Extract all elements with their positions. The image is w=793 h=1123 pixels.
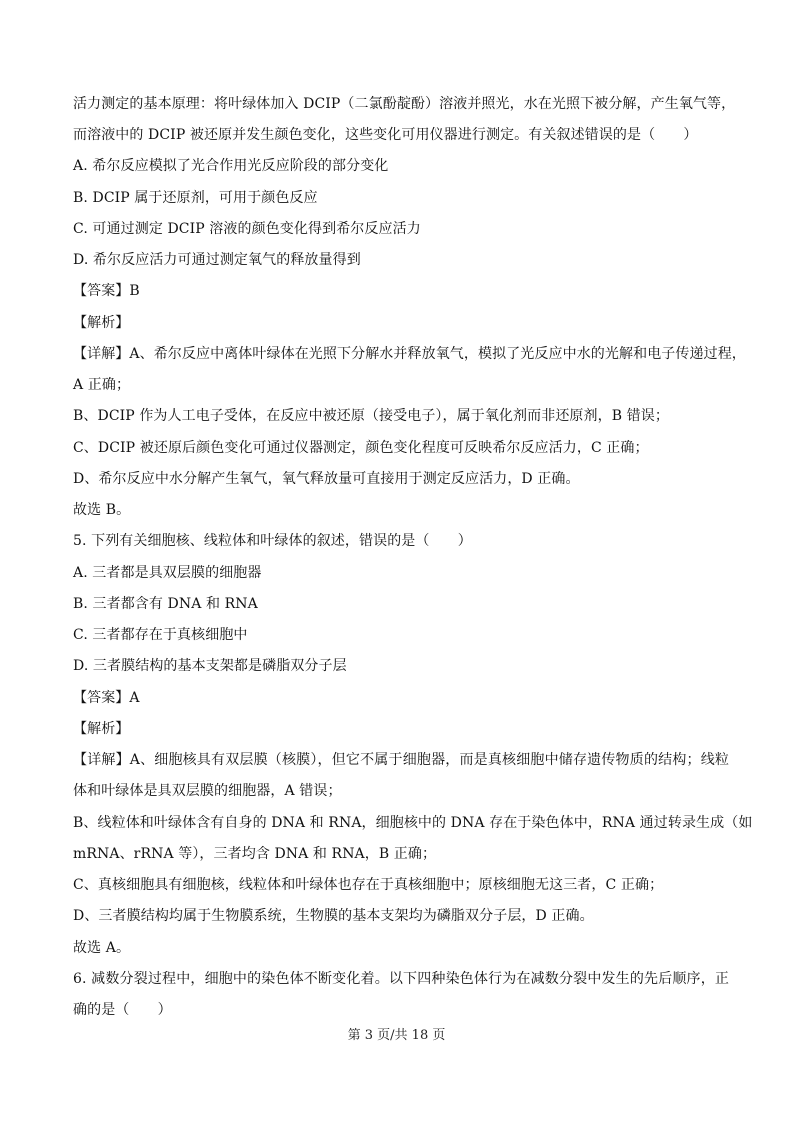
passage-line-1: 活力测定的基本原理：将叶绿体加入 DCIP（二氯酚靛酚）溶液并照光，水在光照下被分解，产生氧气等， [73, 96, 736, 112]
option-a: A. 希尔反应模拟了光合作用光反应阶段的部分变化 [73, 158, 389, 174]
detail-line: 【详解】A、细胞核具有双层膜（核膜），但它不属于细胞器，而是真核细胞中储存遗传物质的结构；线粒 [73, 752, 729, 768]
detail-line: A 正确； [73, 377, 131, 393]
analysis-label: 【解析】 [73, 315, 130, 331]
question-6-stem: 6. 减数分裂过程中，细胞中的染色体不断变化着。以下四种染色体行为在减数分裂中发生的先后顺序，正 [73, 971, 729, 987]
question-5-stem: 5. 下列有关细胞核、线粒体和叶绿体的叙述，错误的是（ ） [73, 533, 472, 549]
option-b: B. 三者都含有 DNA 和 RNA [73, 596, 258, 612]
passage-line-2: 而溶液中的 DCIP 被还原并发生颜色变化，这些变化可用仪器进行测定。有关叙述错误的是（ ） [73, 127, 698, 143]
detail-line: mRNA、rRNA 等），三者均含 DNA 和 RNA，B 正确； [73, 846, 437, 862]
conclusion-line: 故选 B。 [73, 502, 131, 518]
option-b: B. DCIP 属于还原剂，可用于颜色反应 [73, 190, 318, 206]
question-6-stem: 确的是（ ） [73, 1002, 172, 1018]
detail-line: B、DCIP 作为人工电子受体，在反应中被还原（接受电子），属于氧化剂而非还原剂，B 错误； [73, 408, 669, 424]
option-d: D. 希尔反应活力可通过测定氧气的释放量得到 [73, 252, 361, 268]
option-d: D. 三者膜结构的基本支架都是磷脂双分子层 [73, 658, 347, 674]
page-number: 第 3 页/共 18 页 [347, 1028, 446, 1043]
answer-label: 【答案】A [73, 690, 140, 706]
detail-line: D、希尔反应中水分解产生氧气，氧气释放量可直接用于测定反应活力，D 正确。 [73, 471, 580, 487]
detail-line: C、DCIP 被还原后颜色变化可通过仪器测定，颜色变化程度可反映希尔反应活力，C 正确； [73, 440, 649, 456]
detail-line: C、真核细胞具有细胞核，线粒体和叶绿体也存在于真核细胞中；原核细胞无这三者，C 正确； [73, 877, 664, 893]
option-a: A. 三者都是具双层膜的细胞器 [73, 565, 262, 581]
detail-line: B、线粒体和叶绿体含有自身的 DNA 和 RNA，细胞核中的 DNA 存在于染色体中，RNA 通过转录生成（如 [73, 815, 753, 831]
answer-label: 【答案】B [73, 283, 140, 299]
option-c: C. 三者都存在于真核细胞中 [73, 627, 248, 643]
detail-line: 【详解】A、希尔反应中离体叶绿体在光照下分解水并释放氧气，模拟了光反应中水的光解和电子传递过程， [73, 346, 746, 362]
detail-line: 体和叶绿体是具双层膜的细胞器，A 错误； [73, 783, 342, 799]
conclusion-line: 故选 A。 [73, 940, 131, 956]
analysis-label: 【解析】 [73, 721, 130, 737]
detail-line: D、三者膜结构均属于生物膜系统，生物膜的基本支架均为磷脂双分子层，D 正确。 [73, 908, 594, 924]
option-c: C. 可通过测定 DCIP 溶液的颜色变化得到希尔反应活力 [73, 221, 421, 237]
